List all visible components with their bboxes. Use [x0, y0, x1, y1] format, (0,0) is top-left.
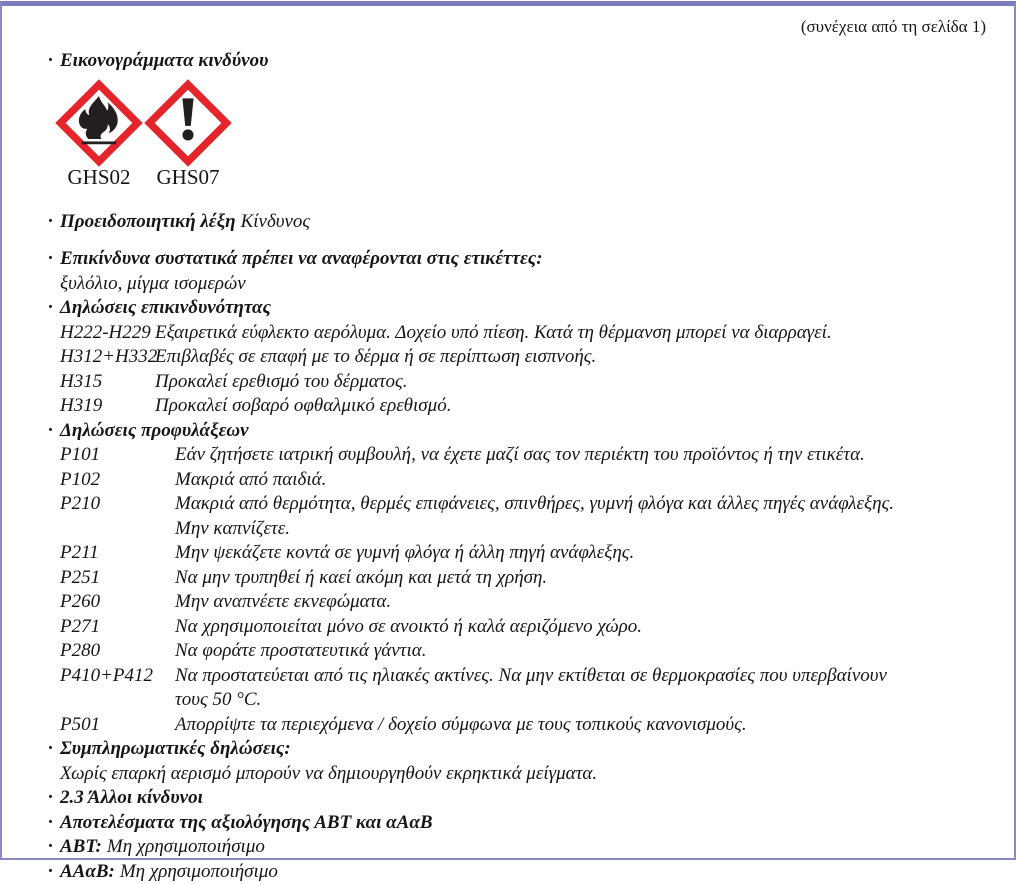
pbt-label: ΑΒΤ:: [60, 836, 102, 857]
precautionary-statement-row: [52, 615, 988, 640]
bullet: ·: [48, 835, 53, 860]
precautionary-statement-row: [52, 639, 988, 664]
section-heading-pictograms: [52, 49, 988, 74]
pbt-assessment-heading-row: [52, 811, 988, 836]
precaution-text: Μην ψεκάζετε κοντά σε γυμνή φλόγα ή άλλη πηγή ανάφλεξης.: [175, 541, 988, 566]
precaution-text: Μακριά από θερμότητα, θερμές επιφάνειες, σπινθήρες, γυμνή φλόγα και άλλες πηγές ανάφλεξης. Μην καπνίζετε.: [175, 492, 988, 541]
section-heading-additional-statements: [52, 737, 988, 762]
bullet: ·: [48, 210, 53, 235]
precautionary-statement-row: [52, 566, 988, 591]
precaution-text: Μην αναπνέετε εκνεφώματα.: [175, 590, 988, 615]
continuation-note: (συνέχεια από τη σελίδα 1): [52, 16, 988, 38]
precautionary-statement-row: [52, 443, 988, 468]
ghs02-flame-icon: [58, 82, 140, 164]
section-heading-hazardous-components: [52, 247, 988, 272]
precaution-code: P102: [60, 468, 175, 493]
hazard-statement-row: [52, 321, 988, 346]
pbt-assessment-heading: Αποτελέσματα της αξιολόγησης ΑΒΤ και αΑαΒ: [60, 812, 433, 833]
hazard-code: H315: [60, 370, 155, 395]
additional-statements-heading: Συμπληρωματικές δηλώσεις:: [60, 738, 291, 759]
section-heading-hazard-statements: [52, 296, 988, 321]
hazard-statements-heading: Δηλώσεις επικινδυνότητας: [60, 297, 271, 318]
hazardous-components-heading: Επικίνδυνα συστατικά πρέπει να αναφέρονται στις ετικέττες:: [60, 248, 543, 269]
hazard-code: H319: [60, 394, 155, 419]
bullet: ·: [48, 737, 53, 762]
bullet: ·: [48, 786, 53, 811]
pictograms-heading-label: Εικονογράμματα κινδύνου: [60, 50, 268, 71]
precaution-text: Να φοράτε προστατευτικά γάντια.: [175, 639, 988, 664]
precaution-code: P410+P412: [60, 664, 175, 713]
hazard-text: Προκαλεί ερεθισμό του δέρματος.: [155, 370, 988, 395]
precaution-text: Μακριά από παιδιά.: [175, 468, 988, 493]
hazard-code: H222-H229: [60, 321, 155, 346]
signal-word-row: [52, 210, 988, 235]
precautionary-statement-row: [52, 590, 988, 615]
bullet: ·: [48, 419, 53, 444]
additional-statements-text: Χωρίς επαρκή αερισμό μπορούν να δημιουργηθούν εκρηκτικά μείγματα.: [52, 762, 988, 787]
hazard-statement-row: [52, 370, 988, 395]
bullet: ·: [48, 247, 53, 272]
hazard-statement-row: [52, 394, 988, 419]
bullet: ·: [48, 296, 53, 321]
ghs07-label: GHS07: [147, 166, 229, 189]
vpvb-row: [52, 860, 988, 884]
bullet: ·: [48, 860, 53, 884]
hazardous-components-value: ξυλόλιο, μίγμα ισομερών: [52, 272, 988, 297]
precaution-code: P211: [60, 541, 175, 566]
precaution-code: P280: [60, 639, 175, 664]
hazard-code: H312+H332: [60, 345, 155, 370]
pbt-value: Μη χρησιμοποιήσιμο: [107, 836, 265, 857]
precaution-code: P260: [60, 590, 175, 615]
bullet: ·: [48, 811, 53, 836]
signal-word-value: Κίνδυνος: [241, 211, 311, 232]
precautionary-statement-row: [52, 492, 988, 541]
precaution-code: P251: [60, 566, 175, 591]
precautionary-statement-row: [52, 468, 988, 493]
hazard-statement-row: [52, 345, 988, 370]
hazard-text: Επιβλαβές σε επαφή με το δέρμα ή σε περίπτωση εισπνοής.: [155, 345, 988, 370]
pictogram-row: [58, 82, 988, 164]
precautionary-statement-row: [52, 664, 988, 713]
sds-document-page: [0, 1, 1016, 860]
hazard-text: Εξαιρετικά εύφλεκτο αερόλυμα. Δοχείο υπό πίεση. Κατά τη θέρμανση μπορεί να διαρραγεί.: [155, 321, 988, 346]
pictogram-labels: [58, 166, 988, 189]
other-hazards-heading: 2.3 Άλλοι κίνδυνοι: [60, 787, 203, 808]
precaution-text: Να μην τρυπηθεί ή καεί ακόμη και μετά τη χρήση.: [175, 566, 988, 591]
precaution-code: P101: [60, 443, 175, 468]
bullet: ·: [48, 49, 53, 74]
precautionary-statements-heading: Δηλώσεις προφυλάξεων: [60, 420, 249, 441]
ghs07-exclamation-icon: [147, 82, 229, 164]
pbt-row: [52, 835, 988, 860]
precautionary-statement-row: [52, 713, 988, 738]
vpvb-value: Μη χρησιμοποιήσιμο: [120, 861, 278, 882]
precaution-code: P501: [60, 713, 175, 738]
precaution-code: P271: [60, 615, 175, 640]
hazard-text: Προκαλεί σοβαρό οφθαλμικό ερεθισμό.: [155, 394, 988, 419]
precaution-text: Εάν ζητήσετε ιατρική συμβουλή, να έχετε μαζί σας τον περιέκτη του προϊόντος ή την ετικέτα.: [175, 443, 988, 468]
precaution-text: Να προστατεύεται από τις ηλιακές ακτίνες. Να μην εκτίθεται σε θερμοκρασίες που υπερβαίνουν τους 50 °C.: [175, 664, 988, 713]
ghs02-label: GHS02: [58, 166, 140, 189]
precaution-text: Απορρίψτε τα περιεχόμενα / δοχείο σύμφωνα με τους τοπικούς κανονισμούς.: [175, 713, 988, 738]
section-heading-precautionary-statements: [52, 419, 988, 444]
precaution-text: Να χρησιμοποιείται μόνο σε ανοικτό ή καλά αεριζόμενο χώρο.: [175, 615, 988, 640]
section-heading-other-hazards: [52, 786, 988, 811]
precaution-code: P210: [60, 492, 175, 541]
vpvb-label: ΑΑαΒ:: [60, 861, 115, 882]
signal-word-label: Προειδοποιητική λέξη: [60, 211, 236, 232]
precautionary-statement-row: [52, 541, 988, 566]
